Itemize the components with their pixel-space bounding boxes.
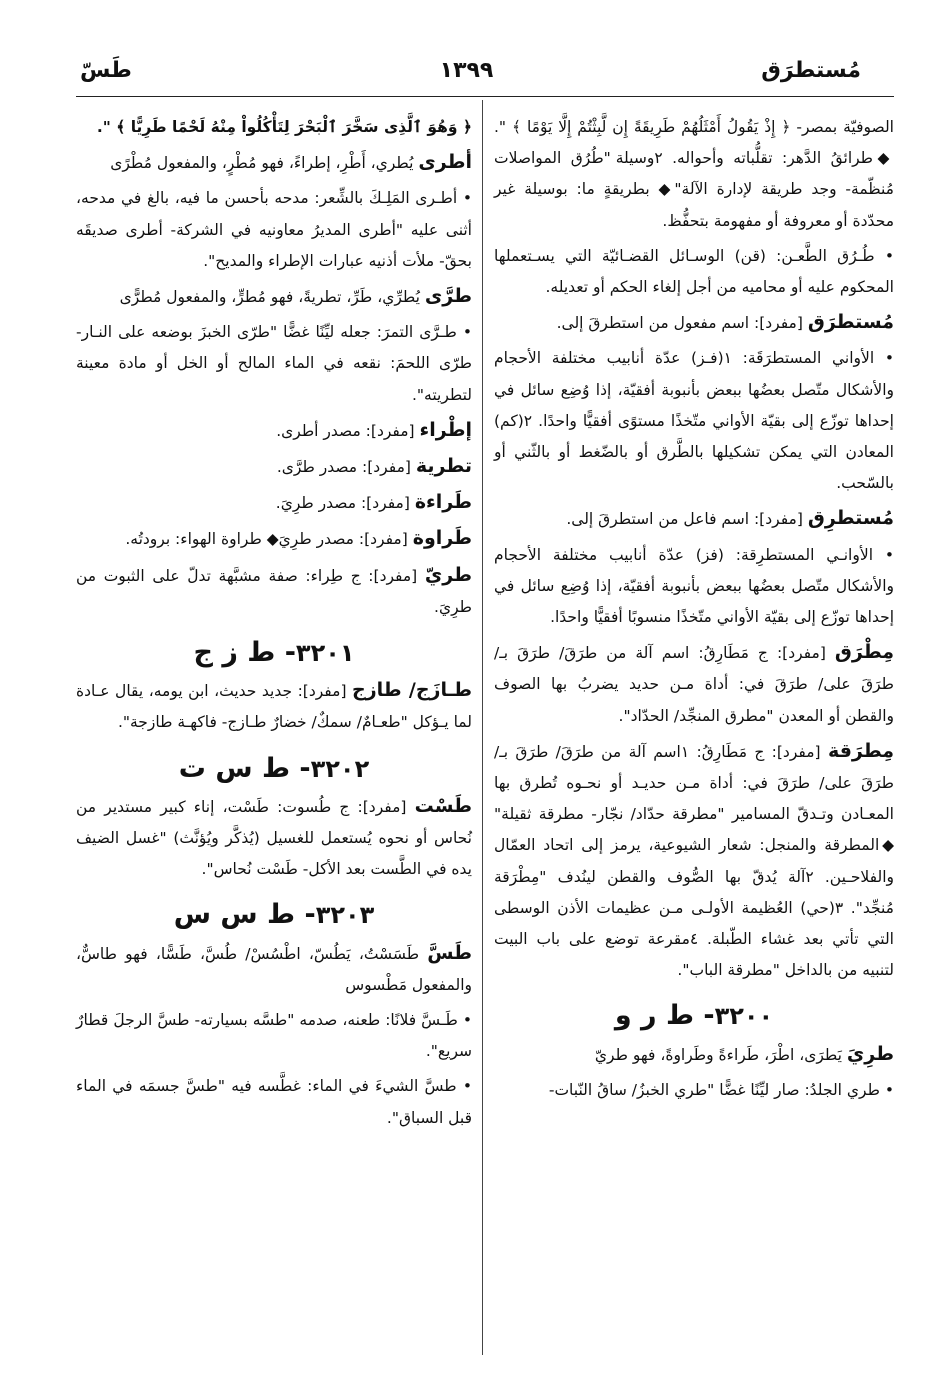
entry-text: • طُـرُق الطَّعـن: (قن) الوسـائل القضـائيّة التي يسـتعملها المحكوم عليه أو محاميه من أجل إلغاء الحكم أو تعديله. — [494, 246, 894, 297]
page-number: ١٣٩٩ — [439, 58, 494, 83]
section-heading — [76, 637, 472, 669]
section-root: - ط ر و — [614, 1000, 715, 1032]
entry-text: • طسَّ الشيءَ في الماء: غطَّسه فيه "طسَّ جسمَه في الماء قبل السباق". — [76, 1077, 472, 1127]
header-rule — [76, 96, 894, 97]
entry — [76, 523, 472, 555]
entry-text: • الأواني المستطرَقَة: ١(فـز) عدّة أنابيب مختلفة الأحجام والأشكال متّصل بعضُها ببعض بأنبوبة أفقيّة، إذا وُضِع سائل في إحداها توزّع إلى بقيّة الأواني متّخذًا مستوًى أفقيًّا واحدًا. ٢(كم) المعادن التي يمكن تشكيلها بالطَّرق أو بالضّغط أو بالثّني أو بالسّحب. — [494, 349, 894, 493]
definition: طَسَسْتُ، يَطُسّ، اطْسُسْ/ طُسَّ، طَسًّا، فهو طاسٌّ، والمفعول مَطْسوس — [76, 944, 472, 994]
entry — [494, 1039, 894, 1071]
definition: يُطرِّي، طَرِّ، تطريةً، فهو مُطرٍّ، والمفعول مُطرًّى — [119, 288, 420, 307]
header-right-guideword: مُستطرَق — [761, 58, 861, 83]
entry — [76, 415, 472, 447]
definition: يُطري، أَطْرِ، إطراءً، فهو مُطْرٍ، والمفعول مُطْرًى — [110, 154, 414, 173]
section-root: - ط س ت — [178, 752, 311, 784]
headword: مِطرَقة — [827, 739, 894, 762]
section-heading — [76, 899, 472, 931]
right-column — [494, 112, 894, 1110]
entry — [494, 637, 894, 732]
headword: طَسَّ — [427, 941, 472, 964]
headword: تطرية — [415, 455, 472, 478]
entry — [76, 451, 472, 483]
headword: طريّ — [424, 563, 472, 586]
section-number: ٣٢٠٢ — [310, 754, 370, 783]
headword: طَراوة — [412, 527, 472, 550]
entry — [76, 938, 472, 1001]
section-number: ٣٢٠٣ — [315, 901, 375, 930]
section-number: ٣٢٠٠ — [714, 1002, 774, 1031]
entry-text: ﴿ وَهُوَ ٱلَّذِى سَخَّرَ ٱلْبَحْرَ لِتَأْكُلُواْ مِنْهُ لَحْمًا طَرِيًّا ﴾ ". — [96, 118, 472, 136]
definition: يَطرَى، اطْرَ، طَراءةً وطَراوةً، فهو طريّ — [594, 1045, 842, 1064]
entry-text: • طري الجلدُ: صار ليِّنًا غضًّا "طري الخبزُ/ ساقُ النّبات- — [548, 1080, 894, 1099]
entry-text: • طـرَّى التمرَ: جعله ليِّنًا غضًّا "طرّى الخبزَ بوضعه على النـار- طرّى اللحمَ: نقعه في الماء المالح أو الخل أو مادة معينة لتطريته". — [76, 323, 472, 404]
column-divider — [482, 100, 483, 1355]
section-number: ٣٢٠١ — [295, 639, 355, 668]
entry-text: • أطـرى المَلِـكَ بالشِّعر: مدحه بأحسن ما فيه، بالغ في مدحه، أثنى عليه "أطرى المديرُ معاونيه في الشركة- أطرى صديقَه بحقّ- ملأت أذنيه عبارات الإطراء والمديح". — [76, 189, 472, 270]
entry — [76, 281, 472, 313]
entry — [76, 487, 472, 519]
headword: طرِيَ — [846, 1042, 894, 1065]
section-root: - ط ز ج — [193, 637, 296, 669]
entry — [76, 560, 472, 623]
entry — [494, 503, 894, 535]
section-heading — [494, 1000, 894, 1032]
entry — [494, 736, 894, 987]
entry — [494, 307, 894, 339]
entry — [76, 675, 472, 738]
definition: [مفرد]: مصدر طرِيَ. — [275, 494, 410, 513]
definition: [مفرد]: مصدر أطرى. — [276, 421, 415, 440]
left-column — [76, 112, 472, 1138]
definition: [مفرد]: مصدر طرَّى. — [276, 458, 411, 477]
entry-text: الصوفيّة بمصر- ﴿ إِذْ يَقُولُ أَمْثَلُهُمْ طَرِيقَةً إِن لَّبِثْتُمْ إِلَّا يَوْمًا ﴾ ". ◆طرائقُ الدَّهر: تقلُّباته وأحواله. ٢وسيلة "طُرُق المواصلات مُنظّمة- وجد طريقة لإدارة الآلة"◆ بطريقةٍ ما: بوسيلة غير محدّدة أو معروفة أو مفهومة بتحفُّظ. — [494, 118, 895, 230]
definition: [مفرد]: اسم مفعول من استطرقَ إلى. — [556, 314, 803, 333]
definition: [مفرد]: مصدر طرِيَ◆ طراوة الهواء: برودتُه. — [125, 530, 408, 549]
headword: مُستطرَق — [807, 311, 894, 334]
entry-text: • طَـسَّ فلانًا: طعنه، صدمه "طسَّه بسيارته- طسَّ الرجلَ قطارٌ سريع". — [76, 1011, 472, 1061]
headword: إطْراء — [419, 418, 472, 441]
headword: مُستطرِق — [807, 507, 894, 530]
definition: [مفرد]: جديد حديث، ابن يومه، يقال عـادة لما يـؤكل "طعـامٌ/ سمكٌ/ خضارٌ طـازج- فاكهـة طازجة". — [76, 682, 472, 732]
headword: طَراءة — [414, 491, 472, 514]
definition: [مفرد]: ج مَطَارِقُ: ١اسم آلة من طرَقَ/ طرَقَ بـ/ طرَقَ على/ طرَقَ في: أداة مـن حديـد أو نحـوه تُطرق بها المعـادن وتـدقّ المسامير "مطرقة حدّاد/ نجّار- مطرقة ثقيلة" ◆المطرقة والمنجل: شعار الشيوعية، يرمز إلى اتحاد العمّال والفلاحـين. ٢آلة يُدقّ بها الصُّوف والقطن لينُدف "مِطْرَقة مُنجِّد". ٣(حي) العُظيمة الأولـى مـن عظيمات الأذن الوسطى التي تأتي بعد غشاء الطّبلة. ٤مقرعة توضع على باب البيت لتنبيه من بالداخل "مطرقة الباب". — [494, 742, 895, 980]
entry — [76, 791, 472, 886]
entry — [76, 147, 472, 179]
entry-text: • الأوانـي المستطرِقة: (فز) عدّة أنابيب مختلفة الأحجام والأشكال متّصل بعضُها ببعض بأنبوبة أفقيّة، إذا وُضِع سائل في إحداها توزّع إلى بقيّة الأواني متّخذًا منسوبًا أفقيًّا واحدًا. — [494, 545, 894, 627]
definition: [مفرد]: اسم فاعل من استطرقَ إلى. — [566, 510, 803, 529]
header-left-guideword: طَسّ — [80, 58, 132, 83]
headword: مِطْرَق — [834, 641, 894, 664]
headword: طرَّى — [424, 285, 472, 308]
headword: أطرى — [418, 151, 472, 174]
headword: طَسْت — [414, 794, 473, 817]
section-root: - ط س س — [173, 899, 316, 931]
definition: [مفرد]: ج طِراء: صفة مشبَّهة تدلّ على الثبوت من طرِيَ. — [76, 566, 472, 616]
definition: [مفرد]: ج طُسوت: طَسْت، إناء كبير مستدير من نُحاس أو نحوه يُستعمل للغسيل (يُذكَّر ويُؤنَّث) "غسل الضيف يده في الطَّست بعد الأكل- طَسْت نُحاس". — [76, 797, 472, 879]
definition: [مفرد]: ج مَطَارِقُ: اسم آلة من طرَقَ/ طرَقَ بـ/ طرَقَ على/ طرَقَ في: أداة مـن حديد يضربُ بها الصوف والقطن أو المعدن "مطرق المنجِّد/ الحدّاد". — [494, 644, 894, 725]
headword: طـازَج/ طازج — [352, 679, 472, 702]
section-heading — [76, 753, 472, 785]
